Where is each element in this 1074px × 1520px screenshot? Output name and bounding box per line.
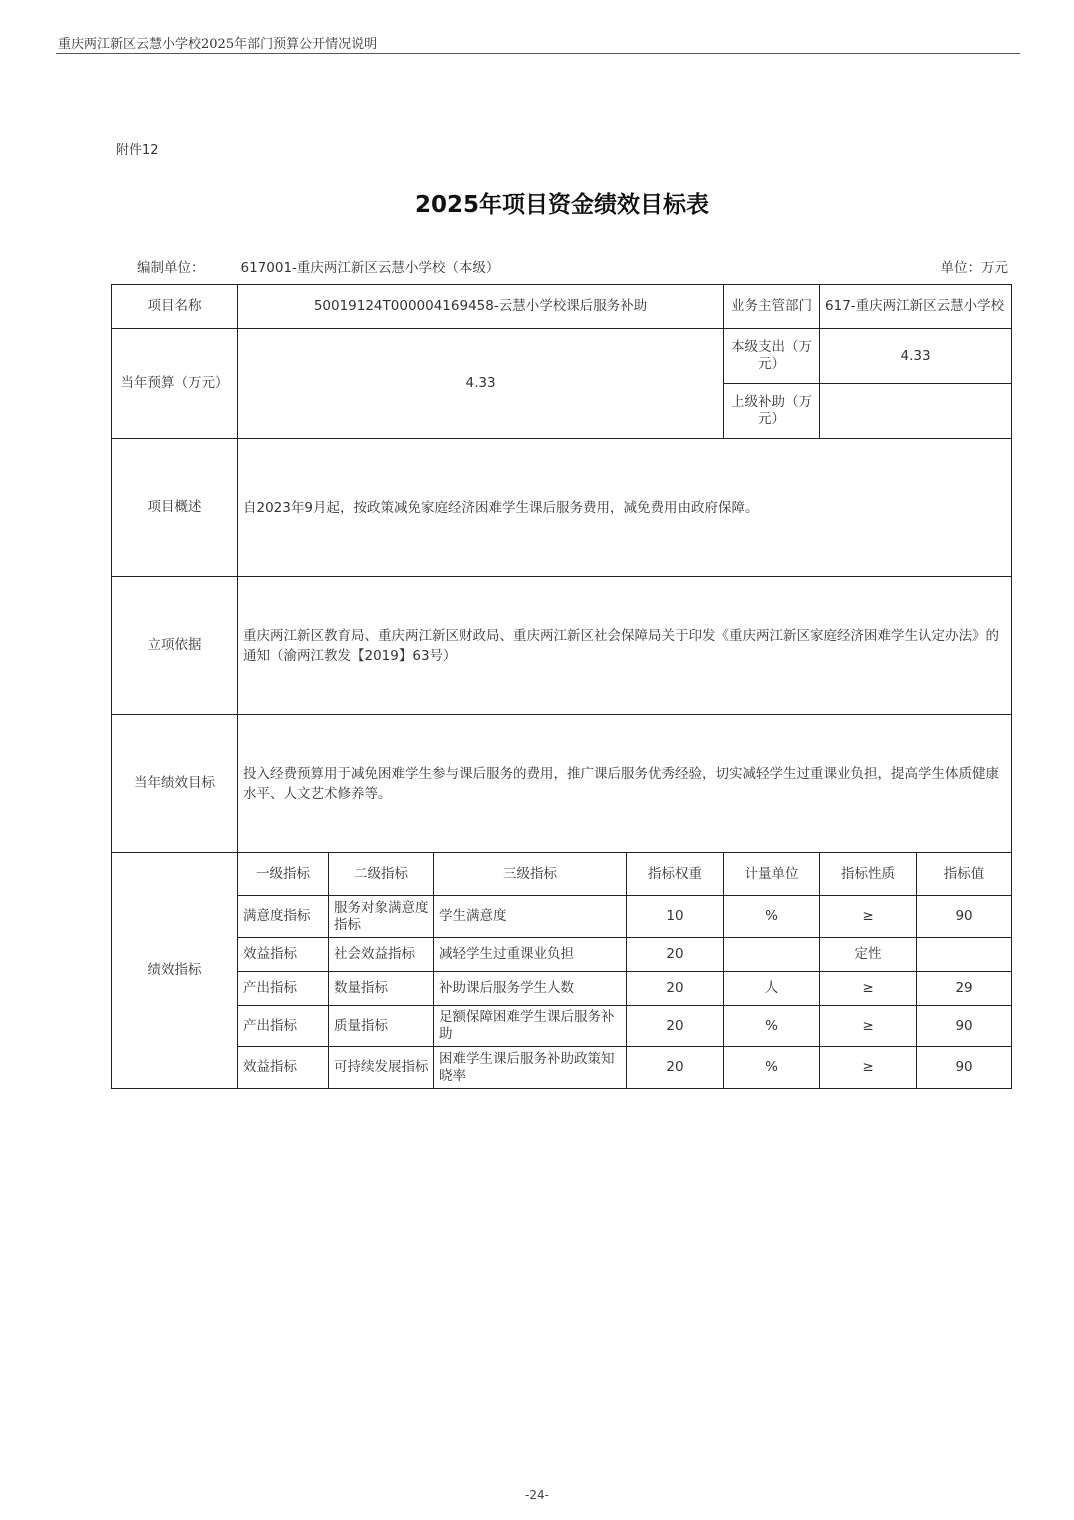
indicator-level1: 产出指标 [238, 972, 329, 1006]
indicator-nature: 定性 [820, 938, 917, 972]
indicator-value: 90 [917, 896, 1012, 938]
project-name-label: 项目名称 [112, 285, 238, 329]
indicator-level2: 质量指标 [329, 1006, 434, 1047]
performance-table [111, 284, 1012, 1089]
compiling-unit-value: 617001-重庆两江新区云慧小学校（本级） [240, 260, 500, 276]
indicator-level3: 困难学生课后服务补助政策知晓率 [434, 1047, 627, 1089]
upper-subsidy-label: 上级补助（万元） [724, 384, 820, 439]
indicator-row [112, 1047, 1012, 1089]
indicator-level2: 数量指标 [329, 972, 434, 1006]
indicator-level3: 学生满意度 [434, 896, 627, 938]
indicator-value: 29 [917, 972, 1012, 1006]
indicator-level3: 减轻学生过重课业负担 [434, 938, 627, 972]
indicator-header: 指标性质 [820, 853, 917, 896]
indicator-weight: 20 [627, 1006, 724, 1047]
indicator-value [917, 938, 1012, 972]
indicator-level1: 效益指标 [238, 1047, 329, 1089]
indicator-row [112, 972, 1012, 1006]
indicator-unit: 人 [724, 972, 820, 1006]
indicator-level2: 服务对象满意度指标 [329, 896, 434, 938]
indicator-unit: % [724, 1047, 820, 1089]
budget-label: 当年预算（万元） [112, 329, 238, 439]
attachment-label: 附件12 [116, 143, 159, 158]
indicator-nature: ≥ [820, 896, 917, 938]
indicator-unit: % [724, 1006, 820, 1047]
indicator-level1: 满意度指标 [238, 896, 329, 938]
indicator-row [112, 896, 1012, 938]
indicator-weight: 10 [627, 896, 724, 938]
indicator-unit [724, 938, 820, 972]
indicator-nature: ≥ [820, 1047, 917, 1089]
indicator-header: 一级指标 [238, 853, 329, 896]
indicator-level1: 效益指标 [238, 938, 329, 972]
basis-text: 重庆两江新区教育局、重庆两江新区财政局、重庆两江新区社会保障局关于印发《重庆两江新区家庭经济困难学生认定办法》的通知（渝两江教发【2019】63号） [238, 577, 1012, 715]
indicators-label: 绩效指标 [112, 853, 238, 1089]
indicator-unit: % [724, 896, 820, 938]
indicator-level3: 补助课后服务学生人数 [434, 972, 627, 1006]
goal-label: 当年绩效目标 [112, 715, 238, 853]
own-expense-label: 本级支出（万元） [724, 329, 820, 384]
indicator-level3: 足额保障困难学生课后服务补助 [434, 1006, 627, 1047]
overview-label: 项目概述 [112, 439, 238, 577]
indicator-nature: ≥ [820, 1006, 917, 1047]
dept-value: 617-重庆两江新区云慧小学校 [820, 285, 1012, 329]
indicator-value: 90 [917, 1047, 1012, 1089]
currency-unit: 单位：万元 [940, 260, 1008, 276]
running-header: 重庆两江新区云慧小学校2025年部门预算公开情况说明 [58, 37, 378, 52]
budget-value: 4.33 [238, 329, 724, 439]
page-number: -24- [525, 1488, 549, 1502]
compiling-unit [137, 256, 499, 276]
indicator-level1: 产出指标 [238, 1006, 329, 1047]
indicator-weight: 20 [627, 1047, 724, 1089]
dept-label: 业务主管部门 [724, 285, 820, 329]
indicator-level2: 可持续发展指标 [329, 1047, 434, 1089]
indicator-value: 90 [917, 1006, 1012, 1047]
indicator-nature: ≥ [820, 972, 917, 1006]
indicator-header: 指标值 [917, 853, 1012, 896]
own-expense-value: 4.33 [820, 329, 1012, 384]
page-title: 2025年项目资金绩效目标表 [414, 192, 709, 218]
indicator-header: 三级指标 [434, 853, 627, 896]
indicator-weight: 20 [627, 972, 724, 1006]
indicator-weight: 20 [627, 938, 724, 972]
indicator-row [112, 1006, 1012, 1047]
indicator-header: 指标权重 [627, 853, 724, 896]
compiling-unit-label: 编制单位： [137, 260, 205, 276]
indicator-level2: 社会效益指标 [329, 938, 434, 972]
indicator-header: 二级指标 [329, 853, 434, 896]
indicator-row [112, 938, 1012, 972]
project-name-value: 50019124T000004169458-云慧小学校课后服务补助 [238, 285, 724, 329]
overview-text: 自2023年9月起，按政策减免家庭经济困难学生课后服务费用，减免费用由政府保障。 [238, 439, 1012, 577]
upper-subsidy-value [820, 384, 1012, 439]
header-divider [56, 53, 1020, 54]
indicator-header: 计量单位 [724, 853, 820, 896]
basis-label: 立项依据 [112, 577, 238, 715]
goal-text: 投入经费预算用于减免困难学生参与课后服务的费用，推广课后服务优秀经验，切实减轻学生过重课业负担，提高学生体质健康水平、人文艺术修养等。 [238, 715, 1012, 853]
